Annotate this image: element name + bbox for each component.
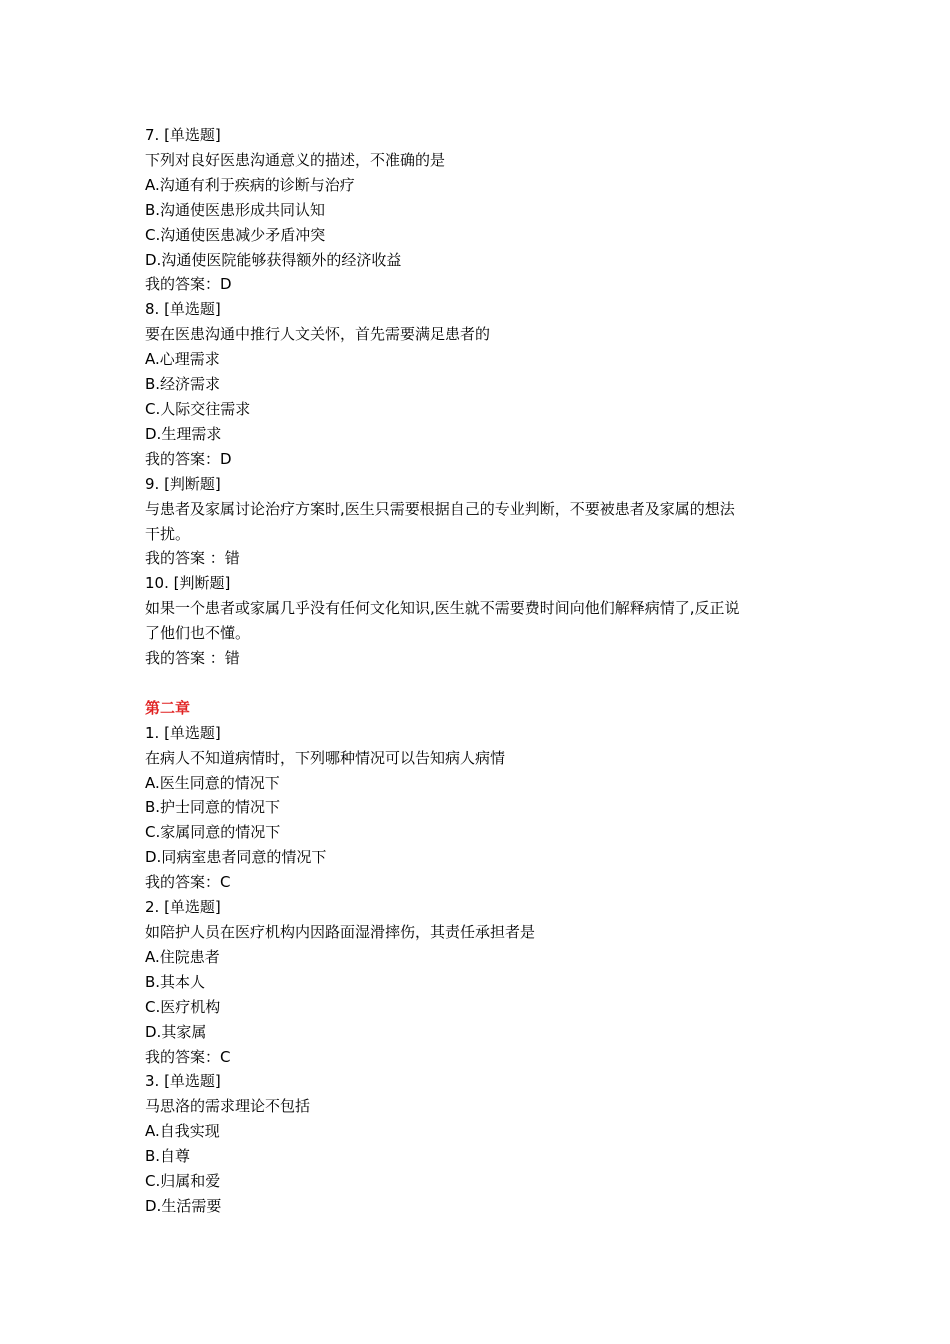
question-header: 8. [单选题] [145, 300, 221, 319]
question-option: B.沟通使医患形成共同认知 [145, 200, 326, 219]
question-option: D.生理需求 [145, 424, 222, 443]
question-block [145, 123, 825, 297]
question-stem: 了他们也不懂。 [145, 624, 251, 643]
question-option: B.自尊 [145, 1147, 191, 1166]
spacer [145, 671, 825, 696]
question-header: 10. [判断题] [145, 574, 231, 593]
section-chapter-2-questions [145, 721, 825, 1219]
question-option: B.其本人 [145, 972, 206, 991]
question-stem: 要在医患沟通中推行人文关怀，首先需要满足患者的 [145, 325, 491, 344]
question-stem: 在病人不知道病情时，下列哪种情况可以告知病人病情 [145, 748, 506, 767]
section-chapter-1-questions [145, 123, 825, 671]
my-answer: 我的答案：D [145, 449, 232, 468]
question-stem: 与患者及家属讨论治疗方案时,医生只需要根据自己的专业判断，不要被患者及家属的想法 [145, 499, 735, 518]
question-option: C.家属同意的情况下 [145, 823, 281, 842]
my-answer: 我的答案：C [145, 1047, 231, 1066]
question-block [145, 472, 825, 572]
question-stem: 如陪护人员在医疗机构内因路面湿滑摔伤，其责任承担者是 [145, 922, 536, 941]
question-option: B.经济需求 [145, 375, 221, 394]
question-header: 7. [单选题] [145, 126, 221, 144]
question-option: D.同病室患者同意的情况下 [145, 848, 327, 867]
question-header: 2. [单选题] [145, 898, 221, 917]
question-block [145, 571, 825, 671]
question-option: A.心理需求 [145, 350, 220, 369]
question-option: C.归属和爱 [145, 1172, 221, 1191]
question-header: 3. [单选题] [145, 1072, 221, 1091]
question-block [145, 1069, 825, 1218]
question-block [145, 721, 825, 895]
question-option: B.护士同意的情况下 [145, 798, 281, 817]
question-option: D.沟通使医院能够获得额外的经济收益 [145, 250, 402, 269]
question-option: A.自我实现 [145, 1122, 220, 1141]
my-answer: 我的答案 ：错 [145, 549, 240, 568]
chapter-title: 第二章 [145, 698, 191, 717]
question-option: D.生活需要 [145, 1196, 222, 1215]
question-block [145, 895, 825, 1069]
question-stem: 如果一个患者或家属几乎没有任何文化知识,医生就不需要费时间向他们解释病情了,反正说 [145, 599, 740, 618]
my-answer: 我的答案 ：错 [145, 649, 240, 668]
question-block [145, 297, 825, 471]
question-option: C.沟通使医患减少矛盾冲突 [145, 225, 326, 244]
question-stem: 马思洛的需求理论不包括 [145, 1097, 311, 1116]
question-option: D.其家属 [145, 1022, 207, 1041]
question-option: A.医生同意的情况下 [145, 773, 280, 792]
question-option: C.医疗机构 [145, 997, 221, 1016]
question-option: A.住院患者 [145, 947, 220, 966]
question-option: A.沟通有利于疾病的诊断与治疗 [145, 175, 355, 194]
question-header: 1. [单选题] [145, 723, 221, 742]
my-answer: 我的答案：D [145, 275, 232, 294]
my-answer: 我的答案：C [145, 873, 231, 892]
question-stem: 干扰。 [145, 524, 191, 543]
question-stem: 下列对良好医患沟通意义的描述，不准确的是 [145, 150, 446, 169]
question-option: C.人际交往需求 [145, 399, 251, 418]
document-page [145, 123, 825, 1219]
question-header: 9. [判断题] [145, 474, 221, 493]
